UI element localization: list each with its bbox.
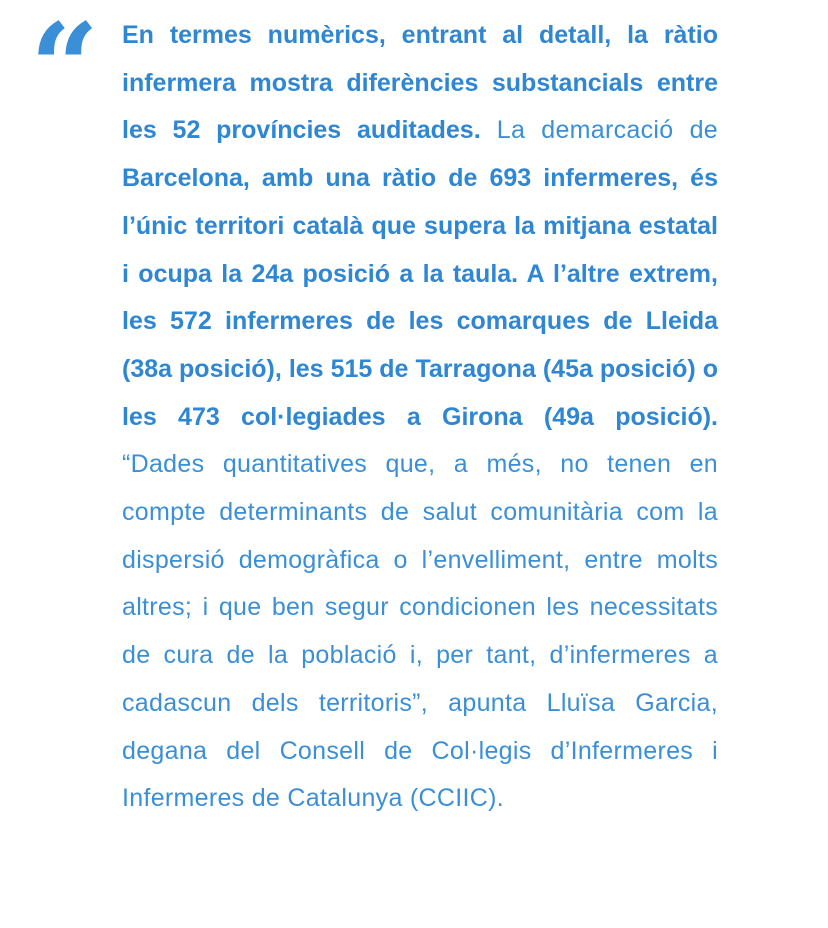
quote-bold-figures: Barcelona, amb una ràtio de 693 infermeres, és l’únic territori català que supera la mitjana estatal i ocupa la 24a posició a la taula. A l’altre extrem, les 572 infermeres de les comarques de Lleida (38a posició), les 515 de Tarragona (45a posició) o les 473 col·legiades a Girona (49a posició). <box>122 164 718 431</box>
pull-quote-paragraph <box>122 12 718 823</box>
quote-normal-citation: “Dades quantitatives que, a més, no tenen en compte determinants de salut comunitària com la dispersió demogràfica o l’envelliment, entre molts altres; i que ben segur condicionen les necessitats de cura de la població i, per tant, d’infermeres a cadascun dels territoris”, apunta Lluïsa Garcia, degana del Consell de Col·legis d’Infermeres i Infermeres de Catalunya (CCIIC). <box>122 450 718 813</box>
quote-normal-transition: La demarcació de <box>480 116 718 145</box>
quote-bold-intro: En termes numèrics, entrant al detall, la ràtio infermera mostra diferències substancials entre les 52 províncies auditades. <box>122 21 718 145</box>
open-quote-mark: “ <box>30 0 100 138</box>
